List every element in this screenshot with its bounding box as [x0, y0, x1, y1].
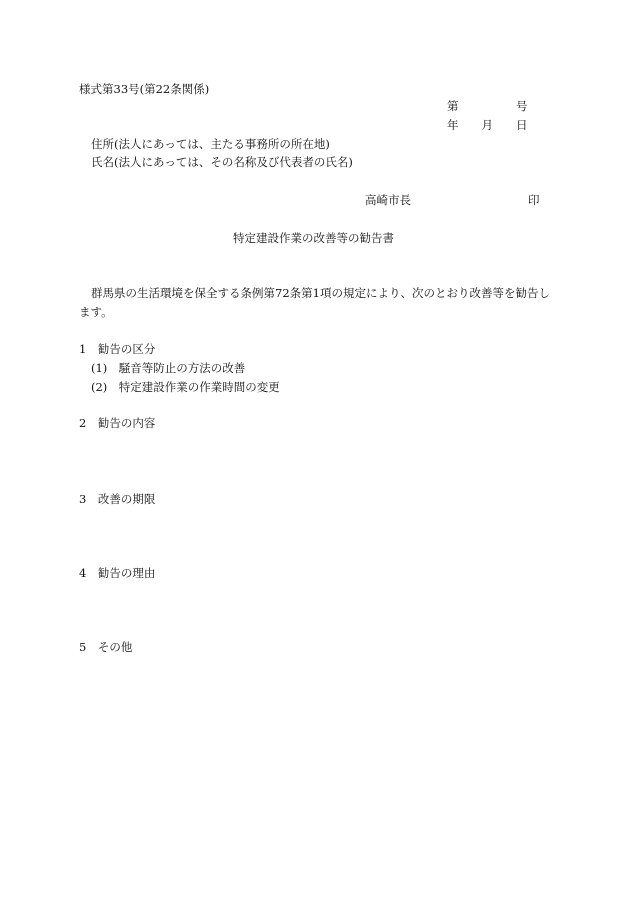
address-label: 住所(法人にあっては、主たる事務所の所在地) [91, 137, 330, 151]
section-4-heading: 4 勧告の理由 [79, 566, 156, 580]
document-title: 特定建設作業の改善等の勧告書 [233, 231, 394, 245]
section-3-heading: 3 改善の期限 [79, 492, 156, 506]
seal-mark: 印 [528, 193, 540, 207]
section-2-heading: 2 勧告の内容 [79, 416, 156, 430]
section-5-heading: 5 その他 [79, 640, 133, 654]
form-number: 様式第33号(第22条関係) [79, 82, 210, 96]
name-label: 氏名(法人にあっては、その名称及び代表者の氏名) [91, 155, 353, 169]
document-number-line: 第 号 [447, 99, 528, 113]
section-1-item-1: (1) 騒音等防止の方法の改善 [91, 361, 246, 375]
section-1-item-2: (2) 特定建設作業の作業時間の変更 [91, 380, 280, 394]
section-1-heading: 1 勧告の区分 [79, 342, 156, 356]
body-paragraph: 群馬県の生活環境を保全する条例第72条第1項の規定により、次のとおり改善等を勧告します。 [79, 286, 550, 319]
date-line: 年 月 日 [447, 118, 528, 132]
issuer-name: 高崎市長 [365, 193, 411, 207]
